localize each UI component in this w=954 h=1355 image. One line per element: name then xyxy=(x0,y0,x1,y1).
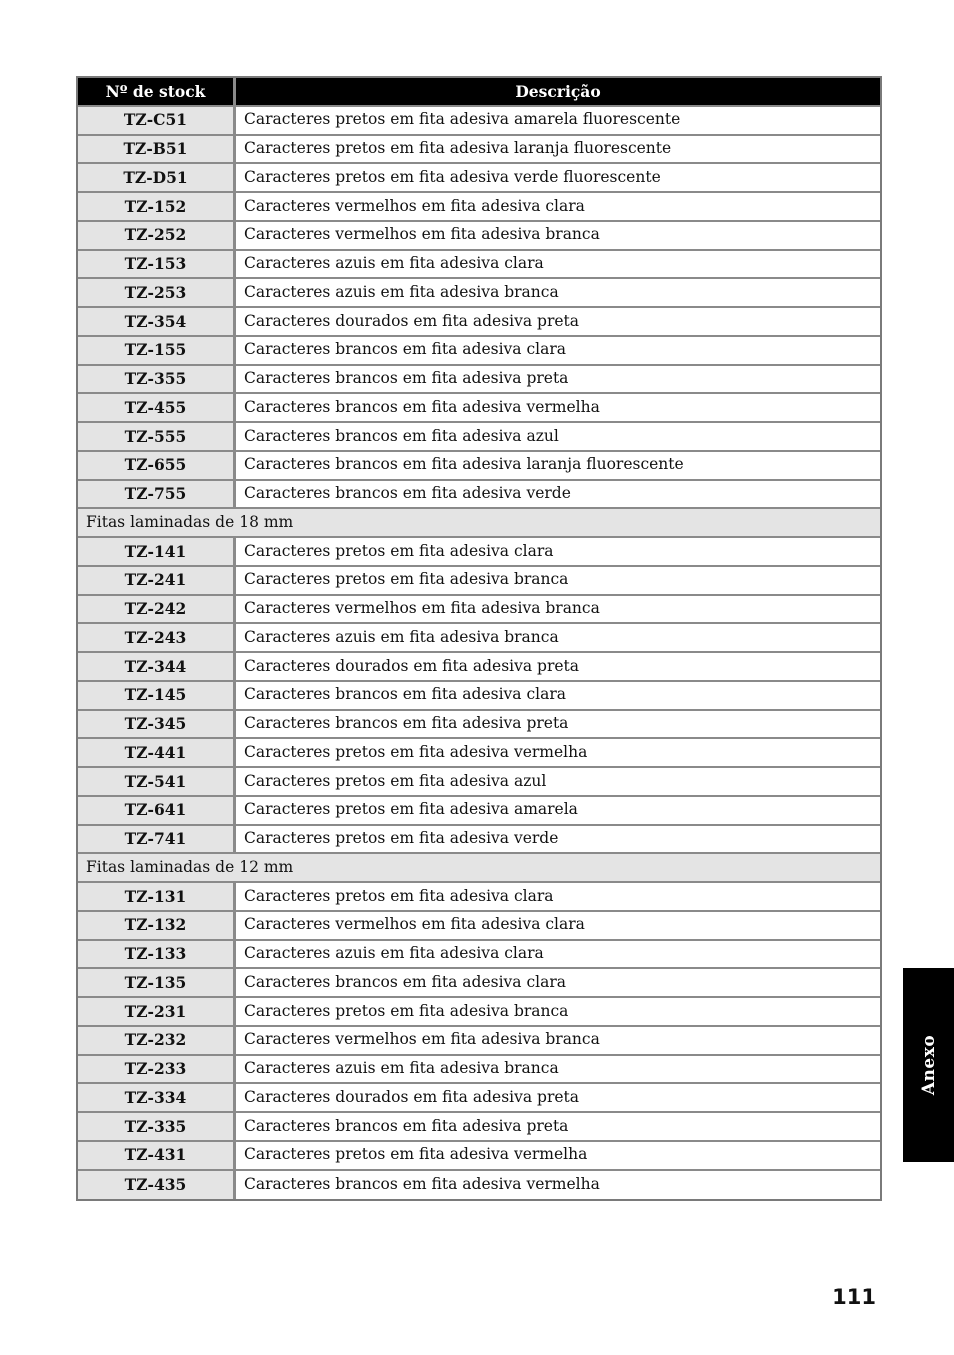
stock-number-cell: TZ-133 xyxy=(78,941,236,970)
section-tab-label: Anexo xyxy=(918,1034,939,1096)
table-row xyxy=(78,768,880,797)
table-row xyxy=(78,883,880,912)
description-cell: Caracteres vermelhos em fita adesiva clara xyxy=(236,912,880,941)
section-heading: Fitas laminadas de 12 mm xyxy=(78,854,880,883)
description-cell: Caracteres pretos em fita adesiva amarela fluorescente xyxy=(236,107,880,136)
table-row xyxy=(78,251,880,280)
stock-number-cell: TZ-132 xyxy=(78,912,236,941)
description-cell: Caracteres vermelhos em fita adesiva branca xyxy=(236,1027,880,1056)
stock-number-cell: TZ-152 xyxy=(78,193,236,222)
table-row xyxy=(78,711,880,740)
stock-number-cell: TZ-741 xyxy=(78,826,236,855)
stock-number-cell: TZ-441 xyxy=(78,739,236,768)
table-row xyxy=(78,797,880,826)
description-cell: Caracteres brancos em fita adesiva preta xyxy=(236,1113,880,1142)
description-cell: Caracteres vermelhos em fita adesiva clara xyxy=(236,193,880,222)
table-body xyxy=(78,107,880,1200)
section-tab xyxy=(903,968,954,1162)
description-cell: Caracteres pretos em fita adesiva laranja fluorescente xyxy=(236,136,880,165)
description-cell: Caracteres vermelhos em fita adesiva branca xyxy=(236,222,880,251)
table-row xyxy=(78,969,880,998)
stock-number-cell: TZ-D51 xyxy=(78,164,236,193)
description-cell: Caracteres brancos em fita adesiva verde xyxy=(236,481,880,510)
description-cell: Caracteres azuis em fita adesiva clara xyxy=(236,251,880,280)
table-row xyxy=(78,394,880,423)
description-cell: Caracteres pretos em fita adesiva branca xyxy=(236,567,880,596)
description-cell: Caracteres azuis em fita adesiva branca xyxy=(236,624,880,653)
table-header-row xyxy=(78,78,880,107)
stock-number-cell: TZ-141 xyxy=(78,538,236,567)
description-cell: Caracteres brancos em fita adesiva azul xyxy=(236,423,880,452)
description-cell: Caracteres vermelhos em fita adesiva branca xyxy=(236,596,880,625)
table-row xyxy=(78,164,880,193)
table-row xyxy=(78,366,880,395)
table-row xyxy=(78,1084,880,1113)
table-row xyxy=(78,596,880,625)
description-cell: Caracteres azuis em fita adesiva clara xyxy=(236,941,880,970)
column-header-description: Descrição xyxy=(236,78,880,107)
stock-number-cell: TZ-231 xyxy=(78,998,236,1027)
table-row xyxy=(78,1113,880,1142)
table-row xyxy=(78,136,880,165)
description-cell: Caracteres pretos em fita adesiva verde fluorescente xyxy=(236,164,880,193)
stock-number-cell: TZ-641 xyxy=(78,797,236,826)
table-row xyxy=(78,739,880,768)
table-row xyxy=(78,308,880,337)
stock-number-cell: TZ-555 xyxy=(78,423,236,452)
table-row xyxy=(78,1056,880,1085)
table-row xyxy=(78,423,880,452)
description-cell: Caracteres pretos em fita adesiva vermelha xyxy=(236,739,880,768)
stock-number-cell: TZ-655 xyxy=(78,452,236,481)
stock-number-cell: TZ-344 xyxy=(78,653,236,682)
description-cell: Caracteres brancos em fita adesiva preta xyxy=(236,366,880,395)
description-cell: Caracteres pretos em fita adesiva branca xyxy=(236,998,880,1027)
description-cell: Caracteres azuis em fita adesiva branca xyxy=(236,1056,880,1085)
stock-number-cell: TZ-B51 xyxy=(78,136,236,165)
stock-number-cell: TZ-354 xyxy=(78,308,236,337)
stock-number-cell: TZ-145 xyxy=(78,682,236,711)
table-row xyxy=(78,1171,880,1200)
stock-number-cell: TZ-135 xyxy=(78,969,236,998)
table-row xyxy=(78,682,880,711)
stock-number-cell: TZ-334 xyxy=(78,1084,236,1113)
table-row xyxy=(78,624,880,653)
tape-stock-table xyxy=(76,76,882,1201)
table-row xyxy=(78,279,880,308)
stock-number-cell: TZ-252 xyxy=(78,222,236,251)
table-row xyxy=(78,452,880,481)
stock-number-cell: TZ-455 xyxy=(78,394,236,423)
table-row xyxy=(78,567,880,596)
section-heading: Fitas laminadas de 18 mm xyxy=(78,509,880,538)
description-cell: Caracteres brancos em fita adesiva vermelha xyxy=(236,394,880,423)
stock-number-cell: TZ-C51 xyxy=(78,107,236,136)
description-cell: Caracteres azuis em fita adesiva branca xyxy=(236,279,880,308)
description-cell: Caracteres dourados em fita adesiva preta xyxy=(236,308,880,337)
table-row xyxy=(78,337,880,366)
table-row xyxy=(78,1142,880,1171)
stock-number-cell: TZ-345 xyxy=(78,711,236,740)
stock-number-cell: TZ-541 xyxy=(78,768,236,797)
section-row xyxy=(78,509,880,538)
table-row xyxy=(78,998,880,1027)
stock-number-cell: TZ-233 xyxy=(78,1056,236,1085)
stock-number-cell: TZ-131 xyxy=(78,883,236,912)
description-cell: Caracteres pretos em fita adesiva clara xyxy=(236,883,880,912)
description-cell: Caracteres pretos em fita adesiva verde xyxy=(236,826,880,855)
stock-number-cell: TZ-335 xyxy=(78,1113,236,1142)
description-cell: Caracteres brancos em fita adesiva vermelha xyxy=(236,1171,880,1200)
stock-number-cell: TZ-243 xyxy=(78,624,236,653)
description-cell: Caracteres brancos em fita adesiva clara xyxy=(236,337,880,366)
column-header-stock-number: Nº de stock xyxy=(78,78,236,107)
table-row xyxy=(78,1027,880,1056)
stock-number-cell: TZ-242 xyxy=(78,596,236,625)
table-row xyxy=(78,653,880,682)
description-cell: Caracteres pretos em fita adesiva amarela xyxy=(236,797,880,826)
description-cell: Caracteres brancos em fita adesiva laranja fluorescente xyxy=(236,452,880,481)
table-row xyxy=(78,538,880,567)
stock-number-cell: TZ-241 xyxy=(78,567,236,596)
table-header xyxy=(78,78,880,107)
description-cell: Caracteres dourados em fita adesiva preta xyxy=(236,1084,880,1113)
stock-number-cell: TZ-431 xyxy=(78,1142,236,1171)
description-cell: Caracteres dourados em fita adesiva preta xyxy=(236,653,880,682)
section-row xyxy=(78,854,880,883)
stock-number-cell: TZ-253 xyxy=(78,279,236,308)
stock-number-cell: TZ-232 xyxy=(78,1027,236,1056)
description-cell: Caracteres brancos em fita adesiva preta xyxy=(236,711,880,740)
description-cell: Caracteres pretos em fita adesiva vermelha xyxy=(236,1142,880,1171)
stock-number-cell: TZ-355 xyxy=(78,366,236,395)
description-cell: Caracteres brancos em fita adesiva clara xyxy=(236,682,880,711)
table-row xyxy=(78,193,880,222)
table-row xyxy=(78,941,880,970)
stock-number-cell: TZ-755 xyxy=(78,481,236,510)
table-row xyxy=(78,912,880,941)
table-row xyxy=(78,107,880,136)
stock-number-cell: TZ-153 xyxy=(78,251,236,280)
stock-number-cell: TZ-435 xyxy=(78,1171,236,1200)
stock-number-cell: TZ-155 xyxy=(78,337,236,366)
description-cell: Caracteres pretos em fita adesiva clara xyxy=(236,538,880,567)
page-number: 111 xyxy=(832,1285,876,1309)
table-row xyxy=(78,826,880,855)
description-cell: Caracteres pretos em fita adesiva azul xyxy=(236,768,880,797)
table-row xyxy=(78,481,880,510)
description-cell: Caracteres brancos em fita adesiva clara xyxy=(236,969,880,998)
table-row xyxy=(78,222,880,251)
